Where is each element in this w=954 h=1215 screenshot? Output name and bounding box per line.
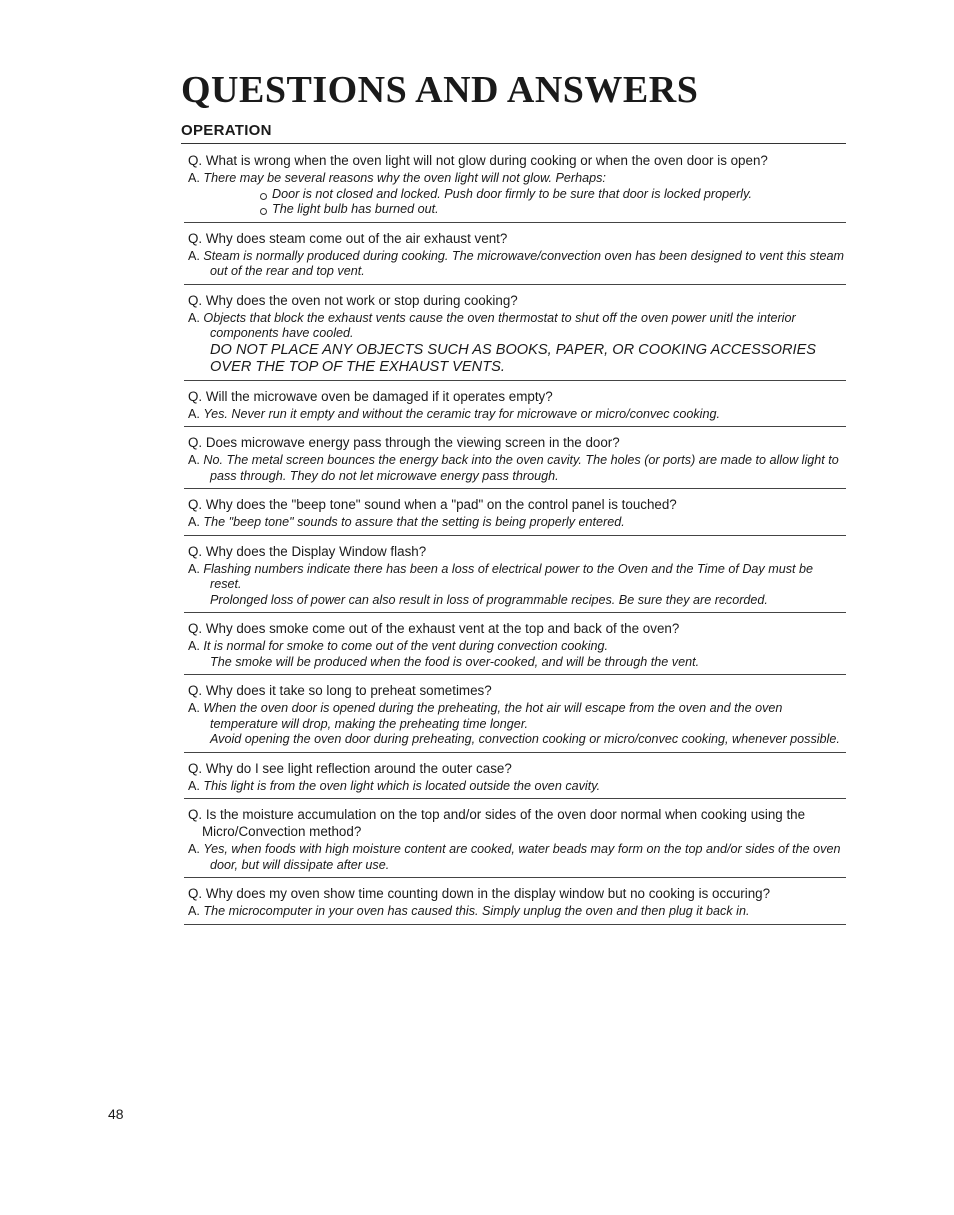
- answer-bullet-list: [188, 187, 846, 218]
- answer-label: A.: [188, 515, 200, 529]
- qa-item: [184, 432, 846, 489]
- question-text: Q. Why does steam come out of the air exhaust vent?: [188, 230, 508, 246]
- answer-bullet: Door is not closed and locked. Push door firmly to be sure that door is locked properly.: [260, 187, 846, 203]
- answer-text: Flashing numbers indicate there has been a loss of electrical power to the Oven and the Time of Day must be reset.: [203, 561, 814, 591]
- qa-item: [184, 883, 846, 925]
- question-text: Q. Why do I see light reflection around the outer case?: [188, 760, 512, 776]
- question-text: Q. Why does my oven show time counting down in the display window but no cooking is occuring?: [188, 886, 771, 901]
- qa-item: [184, 290, 846, 381]
- answer-label: A.: [188, 701, 200, 715]
- answer: [188, 701, 846, 732]
- answer-text: There may be several reasons why the oven light will not glow. Perhaps:: [203, 171, 606, 185]
- answer-bullet: The light bulb has burned out.: [260, 202, 846, 218]
- answer: [188, 904, 846, 920]
- question-text: Q. Why does it take so long to preheat sometimes?: [188, 683, 492, 698]
- answer-label: A.: [188, 639, 200, 653]
- answer-text: When the oven door is opened during the preheating, the hot air will escape from the oven and the oven temperature will drop, making the preheating time longer.: [203, 701, 783, 731]
- section-heading: OPERATION: [181, 122, 272, 139]
- qa-item: [184, 494, 846, 536]
- question-text: Q. Why does smoke come out of the exhaust vent at the top and back of the oven?: [188, 621, 680, 636]
- answer: [188, 407, 846, 423]
- qa-item: [184, 804, 846, 878]
- page-number: 48: [108, 1106, 124, 1122]
- answer-label: A.: [188, 778, 200, 793]
- answer-additional-text: The smoke will be produced when the food is over-cooked, and will be through the vent.: [210, 654, 700, 669]
- answer: [188, 842, 846, 873]
- answer-text: Yes, when foods with high moisture content are cooked, water beads may form on the top and/or sides of the oven door, but will dissipate after use.: [203, 842, 841, 872]
- answer-text: The "beep tone" sounds to assure that the setting is being properly entered.: [203, 515, 625, 529]
- answer-label: A.: [188, 171, 200, 185]
- answer-label: A.: [188, 904, 200, 918]
- answer-text: Steam is normally produced during cooking. The microwave/convection oven has been designed to vent this steam out of the rear and top vent.: [203, 248, 844, 278]
- answer: [188, 171, 846, 187]
- qa-item: [184, 150, 846, 223]
- question-text: Q. Is the moisture accumulation on the top and/or sides of the oven door normal when cooking using the Micro/Convection method?: [188, 807, 806, 839]
- answer-label: A.: [188, 248, 200, 263]
- answer-additional-text: Avoid opening the oven door during preheating, convection cooking or micro/convec cooking, whenever possible.: [210, 732, 840, 746]
- answer-text: No. The metal screen bounces the energy back into the oven cavity. The holes (or ports) are made to allow light to pass through. They do not let microwave energy pass through.: [203, 453, 839, 483]
- answer: [188, 562, 846, 593]
- answer: [188, 311, 846, 342]
- answer-additional-text: Prolonged loss of power can also result in loss of programmable recipes. Be sure they are recorded.: [210, 592, 768, 607]
- question-text: Q. Will the microwave oven be damaged if it operates empty?: [188, 388, 553, 404]
- answer-text: Yes. Never run it empty and without the ceramic tray for microwave or micro/convec cooking.: [203, 406, 720, 421]
- question-text: Q. What is wrong when the oven light will not glow during cooking or when the oven door is open?: [188, 153, 768, 168]
- qa-item: [184, 758, 846, 800]
- answer-label: A.: [188, 453, 200, 467]
- section-divider: [181, 143, 846, 144]
- answer-label: A.: [188, 842, 200, 856]
- page-title: QUESTIONS AND ANSWERS: [181, 69, 699, 111]
- answer-label: A.: [188, 561, 200, 576]
- answer-text: The microcomputer in your oven has caused this. Simply unplug the oven and then plug it back in.: [203, 904, 750, 918]
- qa-item: [184, 386, 846, 428]
- answer-text: It is normal for smoke to come out of the vent during convection cooking.: [203, 639, 609, 653]
- question-text: Q. Why does the "beep tone" sound when a "pad" on the control panel is touched?: [188, 497, 677, 512]
- answer: [188, 249, 846, 280]
- question-text: Q. Why does the oven not work or stop during cooking?: [188, 292, 518, 308]
- answer: [188, 515, 846, 531]
- question-text: Q. Does microwave energy pass through the viewing screen in the door?: [188, 435, 620, 450]
- answer: [188, 453, 846, 484]
- qa-item: [184, 618, 846, 675]
- answer-label: A.: [188, 406, 200, 421]
- qa-item: [184, 541, 846, 614]
- qa-item: [184, 228, 846, 285]
- answer-warning: DO NOT PLACE ANY OBJECTS SUCH AS BOOKS, PAPER, OR COOKING ACCESSORIES OVER THE TOP OF THE EXHAUST VENTS.: [210, 341, 817, 375]
- answer-text: This light is from the oven light which is located outside the oven cavity.: [203, 778, 601, 793]
- question-text: Q. Why does the Display Window flash?: [188, 543, 427, 559]
- answer: [188, 779, 846, 795]
- answer-text: Objects that block the exhaust vents cause the oven thermostat to shut off the oven power unitl the interior components have cooled.: [203, 310, 796, 340]
- answer: [188, 639, 846, 655]
- qa-item: [184, 680, 846, 753]
- qa-list: [184, 150, 846, 930]
- answer-label: A.: [188, 310, 200, 325]
